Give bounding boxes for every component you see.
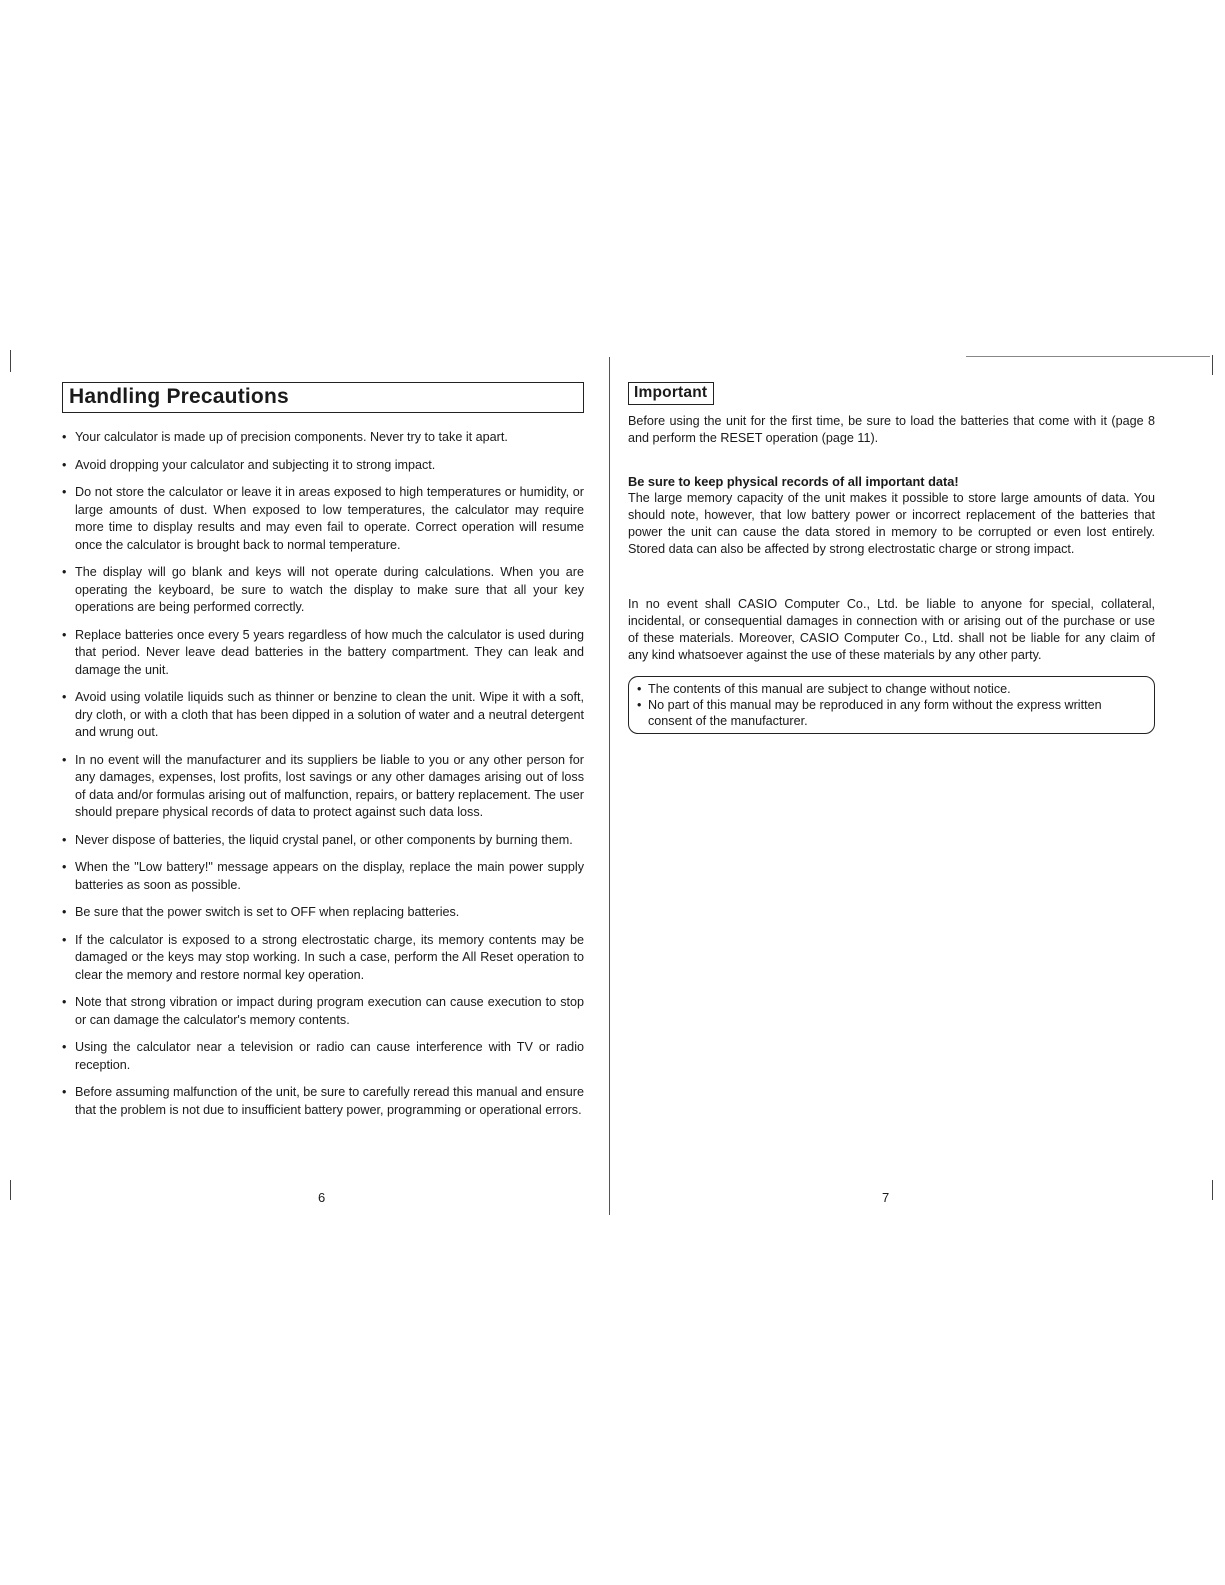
bullet-dot: • [62, 430, 67, 444]
bullet-dot: • [62, 752, 67, 767]
precaution-item [62, 429, 584, 447]
precaution-item [62, 1039, 584, 1074]
precaution-item [62, 1084, 584, 1119]
precaution-item [62, 752, 584, 822]
page-spine [609, 357, 610, 1215]
precaution-text: Using the calculator near a television or radio can cause interference with TV or radio reception. [75, 1040, 584, 1072]
precaution-item [62, 564, 584, 617]
precaution-text: Before assuming malfunction of the unit, be sure to carefully reread this manual and ensure that the problem is not due to insufficient battery power, programming or operational errors. [75, 1085, 584, 1117]
left-page [62, 382, 584, 1129]
bullet-dot: • [62, 457, 67, 472]
precaution-item [62, 994, 584, 1029]
bullet-dot: • [62, 1085, 67, 1099]
liability-paragraph: In no event shall CASIO Computer Co., Ltd. be liable to anyone for special, collateral, incidental, or consequential damages in connection with or arising out of the purchase or use of these materials. Moreover, CASIO Computer Co., Ltd. shall not be liable for any claim of any kind whatsoever against the use of these materials by any other party. [628, 597, 1155, 662]
precaution-text: Never dispose of batteries, the liquid crystal panel, or other components by burning them. [75, 832, 573, 847]
precaution-text: Note that strong vibration or impact during program execution can cause execution to stop or can damage the calculator's memory contents. [75, 995, 584, 1027]
notice-text: The contents of this manual are subject to change without notice. [648, 682, 1011, 696]
precaution-text: The display will go blank and keys will not operate during calculations. When you are operating the keyboard, be sure to watch the display to make sure that all your key operations are being performed correctly. [75, 565, 584, 614]
precaution-text: In no event will the manufacturer and its suppliers be liable to you or any other person for any damages, expenses, lost profits, lost savings or any other damages arising out of loss of data and/or formulas arising out of malfunction, repairs, or battery replacement. The user should prepare physical records of data to protect against such data loss. [75, 752, 584, 819]
important-heading: Important [628, 382, 714, 405]
precaution-text: Avoid dropping your calculator and subjecting it to strong impact. [75, 457, 436, 472]
bullet-dot: • [637, 698, 642, 712]
precaution-text: Be sure that the power switch is set to OFF when replacing batteries. [75, 905, 460, 919]
handling-precautions-heading: Handling Precautions [62, 382, 584, 413]
precaution-text: If the calculator is exposed to a strong electrostatic charge, its memory contents may be damaged or the keys may stop working. In such a case, perform the All Reset operation to clear the memory and restore normal key operation. [75, 932, 584, 982]
bullet-dot: • [62, 565, 67, 579]
records-paragraph: The large memory capacity of the unit makes it possible to store large amounts of data. You should note, however, that low battery power or incorrect replacement of the batteries that power the unit can cause the data stored in memory to be corrupted or even lost entirely. Stored data can also be affected by strong electrostatic charge or strong impact. [628, 491, 1155, 556]
left-edge-mark-bottom [10, 1180, 11, 1200]
bullet-dot: • [62, 690, 67, 704]
records-heading: Be sure to keep physical records of all important data! [628, 474, 959, 489]
precaution-text: Do not store the calculator or leave it in areas exposed to high temperatures or humidity, or large amounts of dust. When exposed to low temperatures, the calculator may require more time to display results and may even fail to operate. Correct operation will resume once the calculator is brought back to normal temperature. [75, 485, 584, 552]
precaution-item [62, 904, 584, 922]
precaution-text: Replace batteries once every 5 years regardless of how much the calculator is used during that period. Never leave dead batteries in the battery compartment. They can leak and damage the unit. [75, 627, 584, 677]
bullet-dot: • [637, 682, 642, 696]
notice-box [628, 676, 1155, 734]
precaution-item [62, 932, 584, 985]
bullet-dot: • [62, 1040, 67, 1054]
bullet-dot: • [62, 627, 67, 642]
bullet-dot: • [62, 905, 67, 919]
bullet-dot: • [62, 932, 67, 947]
precaution-item [62, 859, 584, 894]
notice-text: No part of this manual may be reproduced in any form without the express written consent of the manufacturer. [648, 698, 1102, 728]
page-number-left: 6 [318, 1190, 326, 1205]
top-rule [966, 356, 1210, 357]
precaution-item [62, 457, 584, 475]
precaution-text: Your calculator is made up of precision components. Never try to take it apart. [75, 430, 508, 444]
bullet-dot: • [62, 832, 67, 847]
right-edge-mark [1212, 355, 1213, 375]
bullet-dot: • [62, 860, 67, 874]
precautions-list [62, 429, 584, 1119]
precaution-item [62, 832, 584, 850]
page-number-right: 7 [882, 1190, 890, 1205]
bullet-dot: • [62, 995, 67, 1009]
left-edge-mark [10, 350, 11, 372]
notice-item [637, 681, 1144, 697]
precaution-item [62, 484, 584, 554]
right-page [628, 382, 1155, 734]
notice-item [637, 697, 1144, 729]
precaution-text: When the "Low battery!" message appears on the display, replace the main power supply batteries as soon as possible. [75, 860, 584, 892]
precaution-item [62, 689, 584, 742]
precaution-text: Avoid using volatile liquids such as thinner or benzine to clean the unit. Wipe it with a soft, dry cloth, or with a cloth that has been dipped in a solution of water and a neutral detergent and wrung out. [75, 690, 584, 739]
bullet-dot: • [62, 485, 67, 499]
right-edge-mark-bottom [1212, 1180, 1213, 1200]
intro-paragraph: Before using the unit for the first time, be sure to load the batteries that come with it (page 8 and perform the RESET operation (page 11). [628, 414, 1155, 445]
precaution-item [62, 627, 584, 680]
